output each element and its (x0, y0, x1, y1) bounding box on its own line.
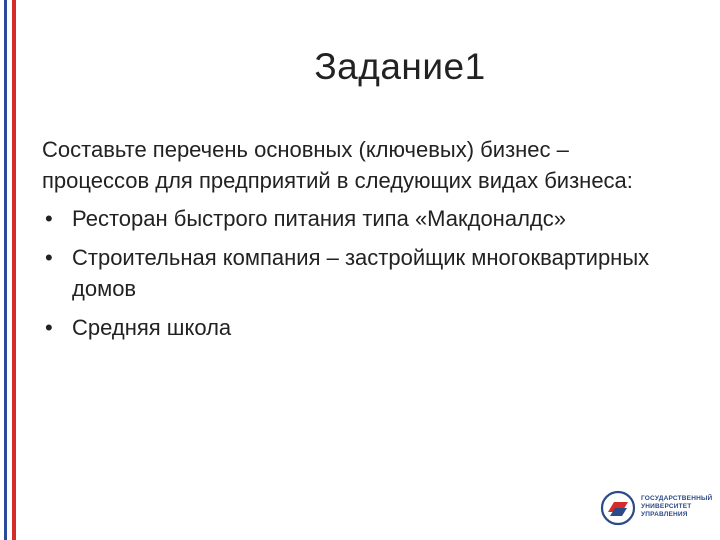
list-item (42, 312, 682, 343)
list-item-text: Ресторан быстрого питания типа «Макдоналдс» (72, 206, 566, 231)
intro-text: Составьте перечень основных (ключевых) бизнес – процессов для предприятий в следующих видах бизнеса: (42, 137, 633, 193)
list-item (42, 242, 682, 304)
university-logo (600, 490, 713, 530)
logo-line: ГОСУДАРСТВЕННЫЙ (641, 495, 713, 502)
bullet-icon: • (45, 315, 53, 340)
logo-line: УНИВЕРСИТЕТ (641, 503, 692, 510)
logo-line: УПРАВЛЕНИЯ (641, 511, 688, 518)
logo-text (641, 495, 712, 519)
stripe-blue (4, 0, 7, 540)
list-item (42, 203, 682, 234)
slide-title: Задание1 (314, 46, 486, 87)
bullet-icon: • (45, 206, 53, 231)
left-decor-stripes (0, 0, 22, 540)
stripe-red (12, 0, 16, 540)
bullet-list (42, 203, 682, 343)
list-item-text: Средняя школа (72, 315, 232, 340)
list-item-text: Строительная компания – застройщик многоквартирных домов (72, 245, 650, 301)
slide-content (42, 134, 682, 351)
bullet-icon: • (45, 245, 53, 270)
university-emblem-icon (600, 490, 636, 526)
